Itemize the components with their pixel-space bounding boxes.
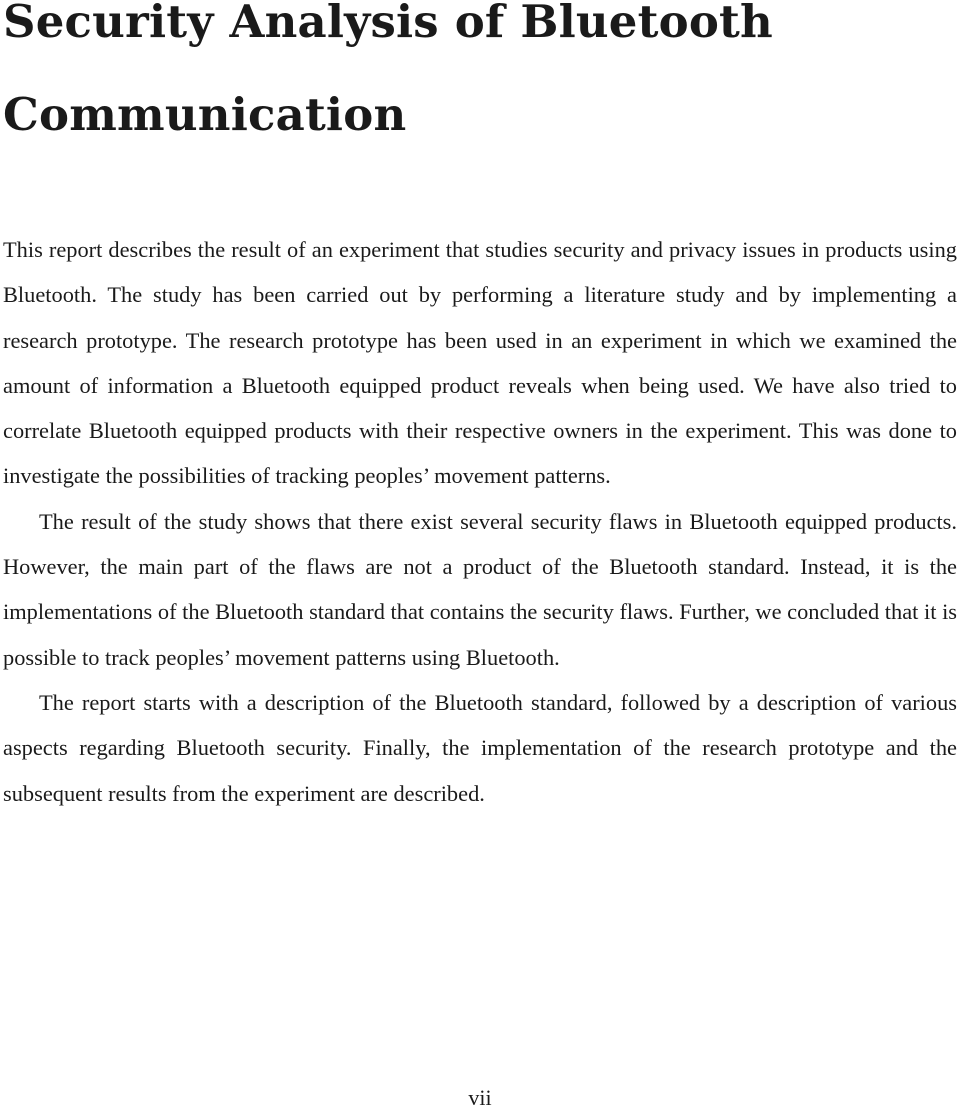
document-title: Security Analysis of Bluetooth Communication [3, 0, 773, 141]
paragraph-2: The result of the study shows that there exist several security flaws in Bluetooth equipped products. However, the main part of the flaws are not a product of the Bluetooth standard. Instead, it is the implementations of the Bluetooth standard that contains the security flaws. Further, we concluded that it is possible to track peoples’ movement patterns using Bluetooth. [3, 508, 957, 670]
paragraph-1: This report describes the result of an experiment that studies security and privacy issues in products using Bluetooth. The study has been carried out by performing a literature study and by implementing a research prototype. The research prototype has been used in an experiment in which we examined the amount of information a Bluetooth equipped product reveals when being used. We have also tried to correlate Bluetooth equipped products with their respective owners in the experiment. This was done to investigate the possibilities of tracking peoples’ movement patterns. [3, 237, 957, 489]
paragraph-3: The report starts with a description of the Bluetooth standard, followed by a description of various aspects regarding Bluetooth security. Finally, the implementation of the research prototype and the subsequent results from the experiment are described. [3, 689, 957, 806]
abstract-body [3, 227, 957, 816]
page-number: vii [468, 1085, 492, 1110]
